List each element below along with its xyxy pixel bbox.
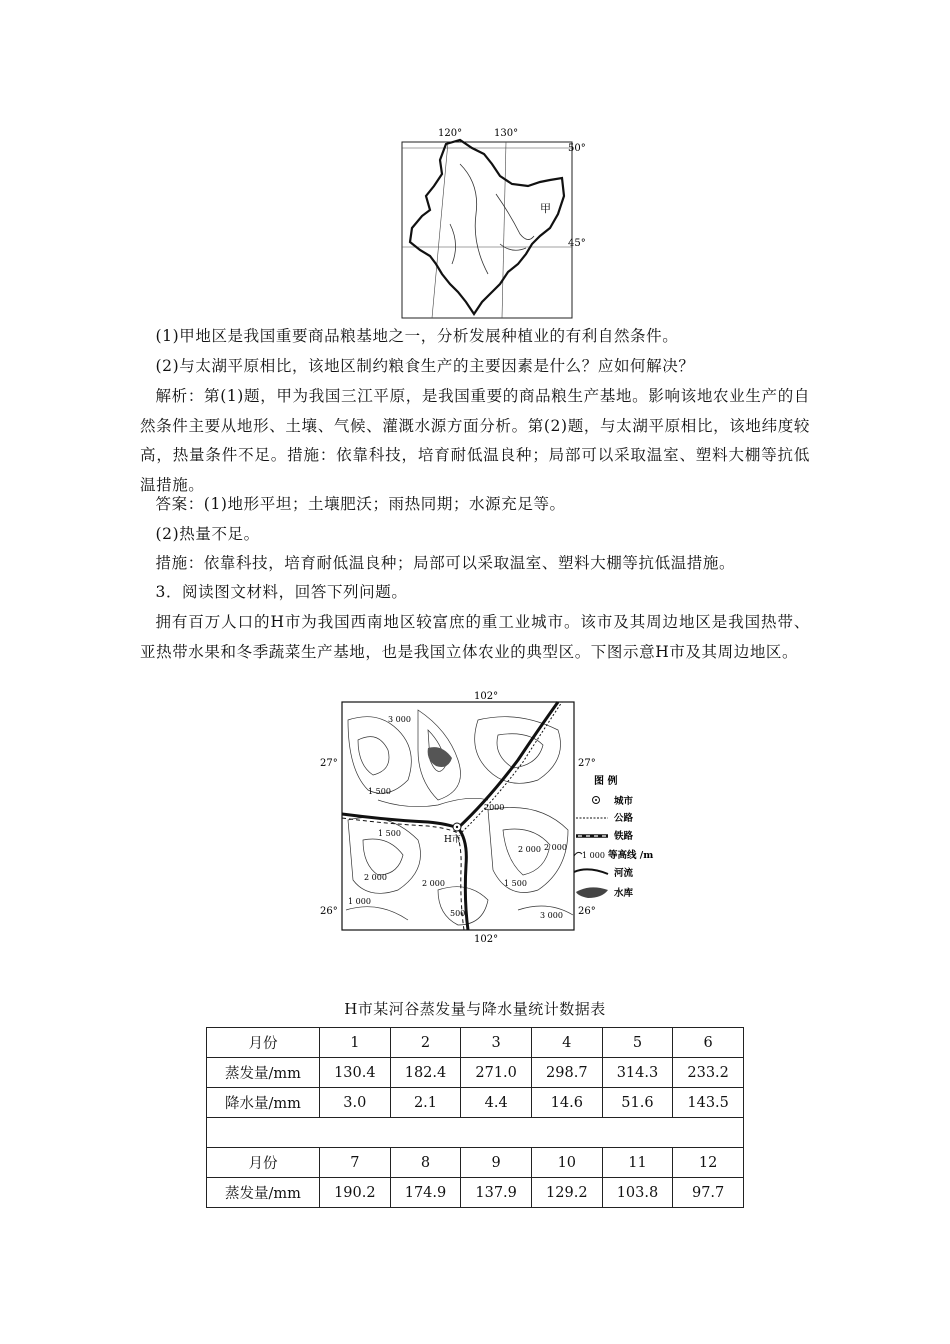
contour-label: 2000 (484, 803, 505, 812)
legend-city-label: 城市 (614, 796, 634, 807)
evap-cell: 271.0 (461, 1058, 532, 1088)
legend-contour-value: 1 000 (582, 851, 605, 860)
legend-railway-label: 铁路 (614, 831, 634, 842)
table-row (207, 1088, 744, 1118)
row-label-precipitation: 降水量/mm (207, 1088, 320, 1118)
table-row (207, 1028, 744, 1058)
lat-27-left-label: 27° (320, 758, 338, 769)
northeast-china-map (400, 124, 590, 320)
contour-label: 1 000 (348, 897, 371, 906)
row-label-month: 月份 (207, 1028, 320, 1058)
month-cell: 11 (602, 1148, 673, 1178)
evap-cell: 137.9 (461, 1178, 532, 1208)
legend-reservoir-label: 水库 (614, 888, 634, 899)
precip-cell: 143.5 (673, 1088, 744, 1118)
lon-bottom-label: 102° (474, 934, 499, 945)
analysis-text: 解析：第(1)题，甲为我国三江平原，是我国重要的商品粮生产基地。影响该地农业生产的自然条件主要从地形、土壤、气候、灌溉水源方面分析。第(2)题，与太湖平原相比，该地纬度较高，热量条件不足。措施：依靠科技，培育耐低温良种；局部可以采取温室、塑料大棚等抗低温措施。 (140, 387, 810, 494)
question-3-title: 3．阅读图文材料，回答下列问题。 (155, 583, 408, 601)
table-row (207, 1058, 744, 1088)
contour-label: 2 000 (364, 873, 387, 882)
contour-label: 1 500 (378, 829, 401, 838)
table-row (207, 1148, 744, 1178)
row-label-evaporation: 蒸发量/mm (207, 1178, 320, 1208)
month-cell: 5 (602, 1028, 673, 1058)
evap-cell: 129.2 (531, 1178, 602, 1208)
evap-cell: 190.2 (320, 1178, 391, 1208)
legend-contour-label: 等高线 /m (608, 850, 654, 861)
month-cell: 7 (320, 1148, 391, 1178)
precip-cell: 3.0 (320, 1088, 391, 1118)
legend-river-label: 河流 (614, 868, 634, 879)
evap-cell: 233.2 (673, 1058, 744, 1088)
lon-label-130: 130° (494, 128, 519, 139)
evap-cell: 182.4 (390, 1058, 461, 1088)
precip-cell: 14.6 (531, 1088, 602, 1118)
evap-cell: 103.8 (602, 1178, 673, 1208)
region-label-jia: 甲 (540, 202, 551, 215)
month-cell: 6 (673, 1028, 744, 1058)
question-3-text: 拥有百万人口的H市为我国西南地区较富庶的重工业城市。该市及其周边地区是我国热带、亚热带水果和冬季蔬菜生产基地，也是我国立体农业的典型区。下图示意H市及其周边地区。 (140, 613, 810, 661)
evap-cell: 314.3 (602, 1058, 673, 1088)
precip-cell: 4.4 (461, 1088, 532, 1118)
question-2: (2)与太湖平原相比，该地区制约粮食生产的主要因素是什么？应如何解决？ (155, 357, 695, 375)
row-label-evaporation: 蒸发量/mm (207, 1058, 320, 1088)
lat-26-left-label: 26° (320, 906, 338, 917)
month-cell: 8 (390, 1148, 461, 1178)
row-label-month: 月份 (207, 1148, 320, 1178)
contour-label: 2 000 (518, 845, 541, 854)
month-cell: 2 (390, 1028, 461, 1058)
evap-cell: 174.9 (390, 1178, 461, 1208)
lat-label-45: 45° (568, 238, 586, 249)
lat-label-50: 50° (568, 143, 586, 154)
city-label-h: H市 (444, 835, 461, 845)
legend-reservoir-icon (576, 887, 608, 898)
month-cell: 4 (531, 1028, 602, 1058)
h-city-topographic-map (318, 690, 682, 946)
lon-top-label: 102° (474, 691, 499, 702)
lon-label-120: 120° (438, 128, 463, 139)
precip-cell: 51.6 (602, 1088, 673, 1118)
table-gap-row (207, 1118, 744, 1148)
empty-cell (207, 1118, 744, 1148)
contour-label: 3 000 (540, 911, 563, 920)
table-title: H市某河谷蒸发量与降水量统计数据表 (344, 1000, 606, 1018)
contour-label: 3 000 (388, 715, 411, 724)
measure-text: 措施：依靠科技，培育耐低温良种；局部可以采取温室、塑料大棚等抗低温措施。 (155, 554, 736, 572)
legend-title: 图 例 (594, 776, 618, 787)
contour-label: 1 500 (368, 787, 391, 796)
contour-label: 2 000 (422, 879, 445, 888)
table-row (207, 1178, 744, 1208)
evaporation-precipitation-table (206, 1027, 744, 1208)
month-cell: 1 (320, 1028, 391, 1058)
answer-1: 答案：(1)地形平坦；土壤肥沃；雨热同期；水源充足等。 (155, 495, 566, 513)
evap-cell: 97.7 (673, 1178, 744, 1208)
contour-label: 500 (450, 909, 466, 918)
legend-road-label: 公路 (614, 813, 634, 824)
evap-cell: 298.7 (531, 1058, 602, 1088)
map-legend (574, 774, 653, 899)
contour-label: 2 000 (544, 843, 567, 852)
lat-27-right-label: 27° (578, 758, 596, 769)
evap-cell: 130.4 (320, 1058, 391, 1088)
lat-26-right-label: 26° (578, 906, 596, 917)
month-cell: 12 (673, 1148, 744, 1178)
precip-cell: 2.1 (390, 1088, 461, 1118)
month-cell: 9 (461, 1148, 532, 1178)
question-1: (1)甲地区是我国重要商品粮基地之一，分析发展种植业的有利自然条件。 (155, 327, 679, 345)
answer-2: (2)热量不足。 (155, 525, 260, 543)
month-cell: 3 (461, 1028, 532, 1058)
contour-label: 1 500 (504, 879, 527, 888)
month-cell: 10 (531, 1148, 602, 1178)
